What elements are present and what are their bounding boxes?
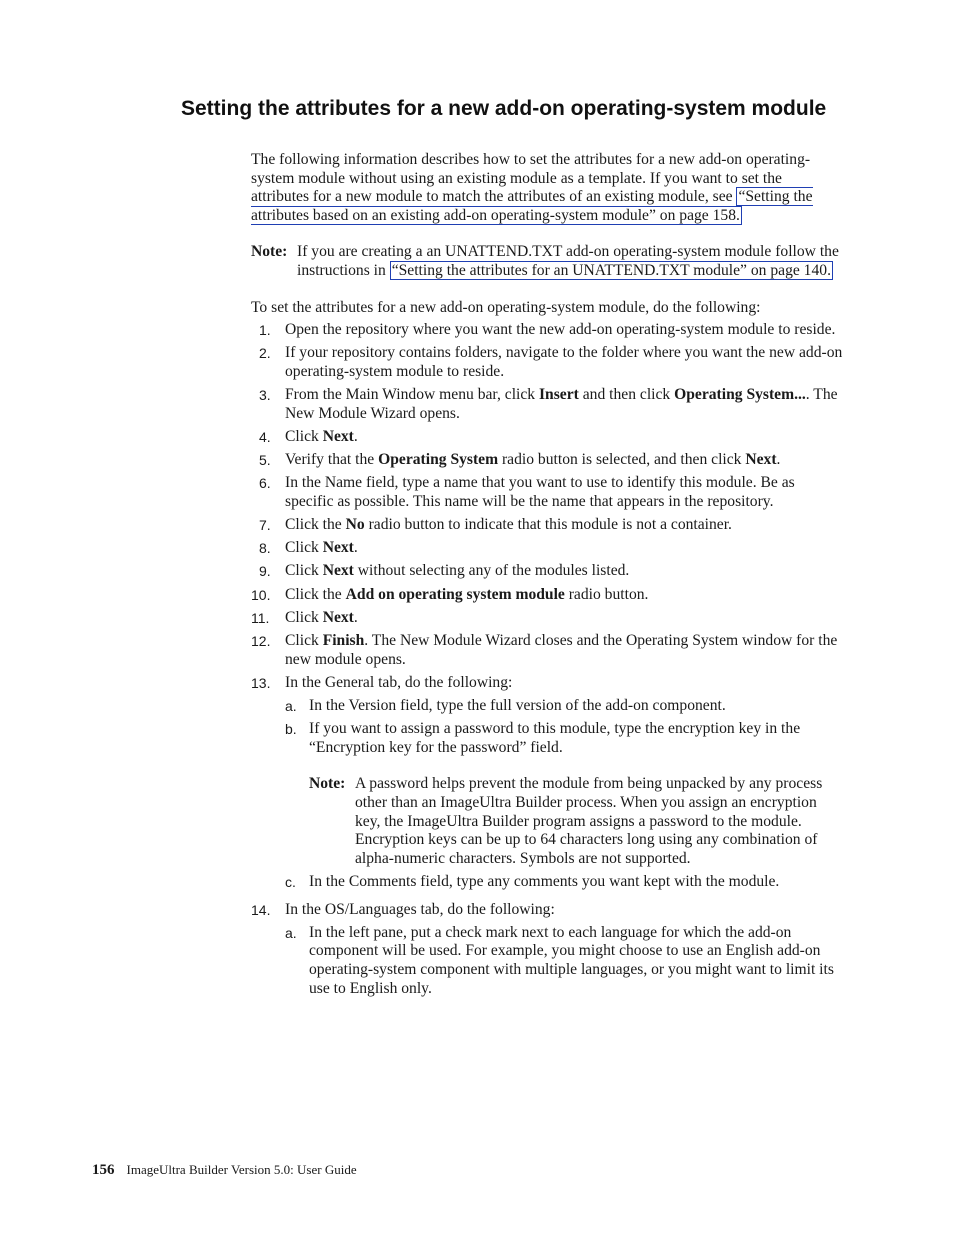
step-text: Click Finish. The New Module Wizard closes and the Operating System window for the new module opens.: [285, 632, 838, 668]
substep-text: If you want to assign a password to this module, type the encryption key in the “Encryption key for the password” field.: [309, 720, 801, 756]
step-text: Click the Add on operating system module radio button.: [285, 585, 649, 603]
step-14-substeps: [285, 924, 843, 998]
substep-letter: a.: [285, 697, 297, 714]
step-text: Open the repository where you want the new add-on operating-system module to reside.: [285, 321, 836, 339]
step-text: In the OS/Languages tab, do the following: a. In the left pane, put a check mark next to each language for which the add-on component will be used. For example, you might choose to use an English add-on operating-system component with multiple languages, or you might want to limit its use to English only.: [285, 901, 843, 1003]
step-text: If your repository contains folders, navigate to the folder where you want the new add-on operating-system module to reside.: [285, 344, 843, 380]
content: [251, 151, 843, 1007]
step-1: [251, 321, 843, 340]
step-text: Click the No radio button to indicate that this module is not a container.: [285, 516, 732, 534]
steps-list: [251, 321, 843, 1003]
note-body: [297, 243, 843, 280]
substep-text: In the left pane, put a check mark next to each language for which the add-on component will be used. For example, you might choose to use an English add-on operating-system component with multiple languages, or you might want to limit its use to English only.: [309, 923, 834, 997]
substep-letter: a.: [285, 924, 297, 941]
step-10: [251, 586, 843, 605]
step-number: 7.: [259, 517, 271, 534]
step-number: 5.: [259, 452, 271, 469]
step-number: 9.: [259, 563, 271, 580]
intro-paragraph: [251, 151, 843, 225]
step-6: [251, 474, 843, 511]
note-link[interactable]: “Setting the attributes for an UNATTEND.TXT module” on page 140.: [391, 261, 831, 279]
step-13: [251, 674, 843, 896]
note-label: Note:: [309, 775, 346, 793]
step-number: 4.: [259, 428, 271, 445]
step-number: 12.: [251, 633, 271, 649]
step-number: 11.: [251, 609, 270, 626]
step-5: [251, 451, 843, 470]
substep-text: In the Comments field, type any comments you want kept with the module.: [309, 872, 780, 890]
step-8: [251, 539, 843, 558]
intro-text: The following information describes how to set the attributes for a new add-on operating-system module without using an existing module as a template. If you want to set the attributes for a new module to match the attributes of an existing module, see: [251, 151, 811, 206]
step-number: 1.: [259, 322, 271, 339]
steps-lead: To set the attributes for a new add-on operating-system module, do the following:: [251, 298, 761, 316]
step-text: Click Next.: [285, 539, 358, 557]
substep-c: [285, 873, 843, 892]
note-text: A password helps prevent the module from being unpacked by any process other than an ImageUltra Builder process. When you assign an encryption key, the ImageUltra Builder program assigns a password to the module. Encryption keys can be up to 64 characters long using any combination of alpha-numeric characters. Symbols are not supported.: [355, 775, 823, 867]
step-text: Click Next without selecting any of the modules listed.: [285, 562, 630, 580]
substep-b: [285, 720, 843, 868]
page-footer: [92, 1161, 357, 1179]
step-number: 8.: [259, 540, 271, 557]
note: [251, 243, 843, 280]
step-number: 14.: [251, 901, 271, 918]
step-2: [251, 344, 843, 381]
substep-letter: c.: [285, 873, 296, 890]
page-number: 156: [92, 1162, 115, 1178]
note-label: Note:: [251, 243, 288, 261]
step-text: In the Name field, type a name that you want to use to identify this module. Be as specific as possible. This name will be the name that appears in the repository.: [285, 474, 795, 510]
substep-body: [309, 720, 843, 868]
step-text: Click Next.: [285, 608, 358, 626]
step-3: [251, 386, 843, 423]
step-7: [251, 516, 843, 535]
intro-link[interactable]: “Setting the attributes based on an existing add-on operating-system module” on page 158.: [251, 188, 813, 224]
step-number: 3.: [259, 387, 271, 404]
step-text: Click Next.: [285, 427, 358, 445]
substep-text: In the Version field, type the full version of the add-on component.: [309, 696, 726, 714]
step-13-substeps: [285, 697, 843, 892]
substep-a: [285, 697, 843, 716]
step-number: 6.: [259, 475, 271, 492]
step-number: 10.: [251, 586, 271, 603]
step-11: [251, 609, 843, 628]
step-number: 2.: [259, 345, 271, 362]
step-9: [251, 562, 843, 581]
step-number: 13.: [251, 674, 271, 691]
step-14: [251, 901, 843, 1003]
step-12: [251, 632, 843, 669]
step-text: Verify that the Operating System radio button is selected, and then click Next.: [285, 451, 781, 469]
footer-title: ImageUltra Builder Version 5.0: User Guide: [126, 1162, 357, 1177]
password-note: [309, 775, 839, 868]
substep-letter: b.: [285, 721, 297, 738]
substep-a: [285, 924, 843, 998]
step-4: [251, 428, 843, 447]
section-heading: Setting the attributes for a new add-on operating-system module: [181, 97, 827, 120]
step-text: In the General tab, do the following: a. In the Version field, type the full version of the add-on component. b. If you want to assign a password to this module, type the encryption key in the “Encryption key for the password” field. Note: A password helps prevent the module from being unpacked by any process other than an ImageUltra Builder process. When you assign an encryption key, the ImageUltra Builder program assigns a password to the module. Encryption keys can be up to 64 characters long using any combination of alpha-numeric characters. Symbols are not supported. c. In the Comments field, type any comments you want kept with the module.: [285, 674, 843, 896]
step-text: From the Main Window menu bar, click Insert and then click Operating System.... The New Module Wizard opens.: [285, 386, 838, 422]
note-text: If you are creating a an UNATTEND.TXT add-on operating-system module follow the instructions in: [297, 243, 839, 279]
